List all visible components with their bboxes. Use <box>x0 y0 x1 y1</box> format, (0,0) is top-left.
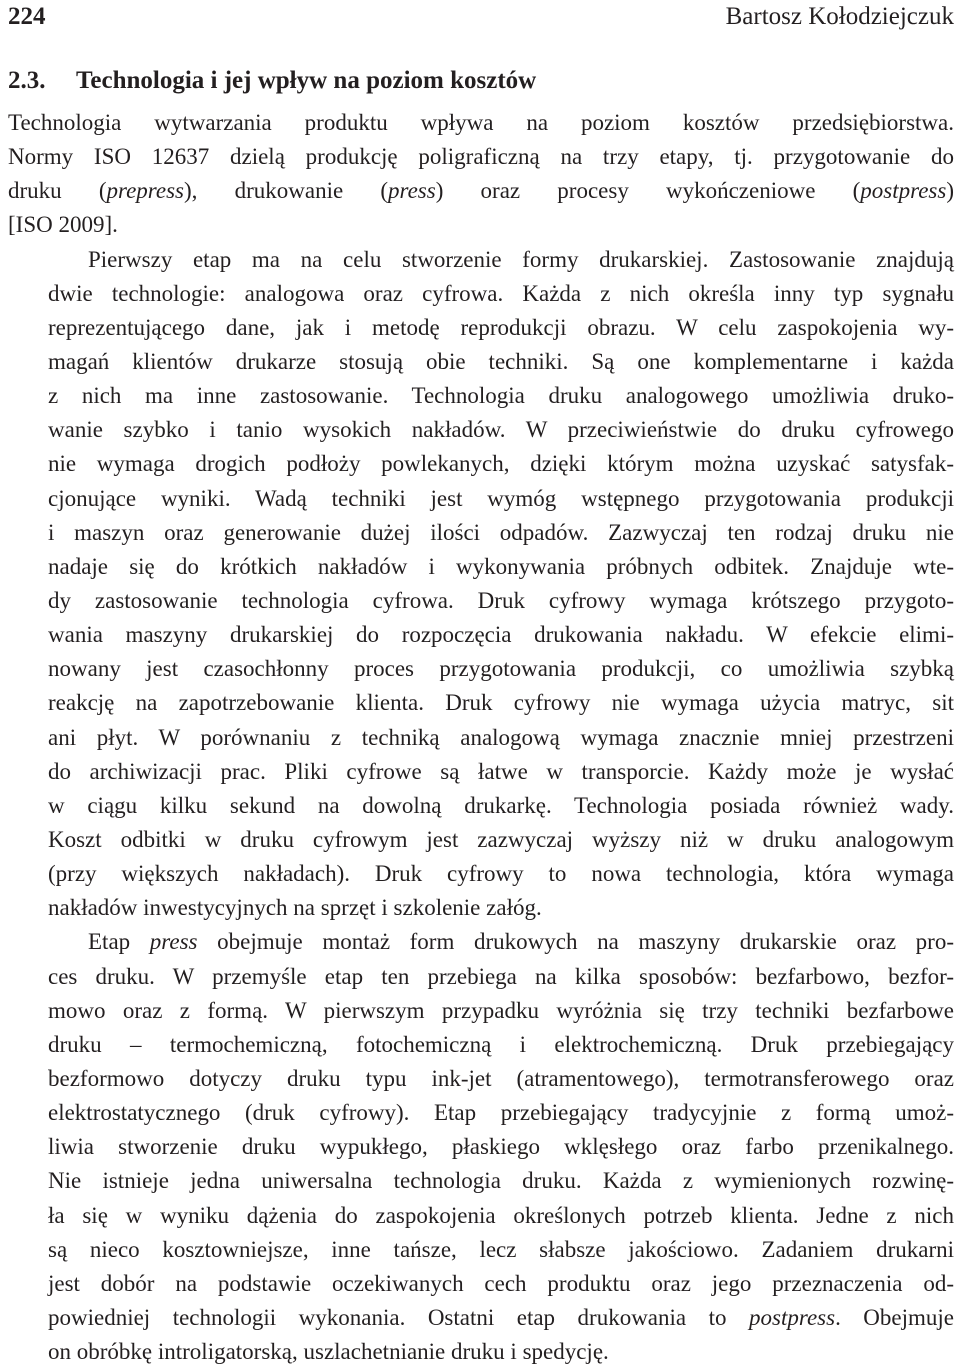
text-line: nadaje się do krótkich nakładów i wykonywania próbnych odbitek. Znajduje wte- <box>48 553 954 579</box>
text-line: mowo oraz z formą. W pierwszym przypadku wyróżnia się trzy techniki bezfarbowe <box>48 997 954 1023</box>
body-text <box>8 106 954 1369</box>
running-header-author: Bartosz Kołodziejczuk <box>725 3 954 30</box>
document-page <box>8 0 954 1369</box>
text-line: do archiwizacji prac. Pliki cyfrowe są łatwe w transporcie. Każdy może je wysłać <box>48 758 954 784</box>
text-line: Koszt odbitki w druku cyfrowym jest zazwyczaj wyższy niż w druku analogowym <box>48 826 954 852</box>
text-line: on obróbkę introligatorską, uszlachetnianie druku i spedycję. <box>48 1339 609 1365</box>
text-line: [ISO 2009]. <box>8 212 118 238</box>
text-line: są nieco kosztowniejsze, inne tańsze, lecz słabsze jakościowo. Zadaniem drukarni <box>48 1236 954 1262</box>
text-line: elektrostatycznego (druk cyfrowy). Etap przebiegający tradycyjnie z formą umoż- <box>48 1100 954 1126</box>
page-number: 224 <box>8 3 46 30</box>
text-line: nowany jest czasochłonny proces przygotowania produkcji, co umożliwia szybką <box>48 656 954 682</box>
text-line: druku (prepress), drukowanie (press) oraz procesy wykończeniowe (postpress) <box>8 178 954 204</box>
text-line: bezformowo dotyczy druku typu ink-jet (atramentowego), termotransferowego oraz <box>48 1065 954 1091</box>
section-heading <box>8 64 954 98</box>
text-line: ła się w wyniku dążenia do zaspokojenia określonych potrzeb klienta. Jedne z nich <box>48 1202 954 1228</box>
text-line: (przy większych nakładach). Druk cyfrowy to nowa technologia, która wymaga <box>48 861 954 887</box>
text-line: ani płyt. W porównaniu z techniką analogową wymaga znacznie mniej przestrzeni <box>48 724 954 750</box>
text-line: dwie technologie: analogowa oraz cyfrowa. Każda z nich określa inny typ sygnału <box>48 280 954 306</box>
running-header <box>8 0 954 38</box>
section-number: 2.3. <box>8 67 46 94</box>
text-line: druku – termochemiczną, fotochemiczną i elektrochemiczną. Druk przebiegający <box>48 1031 954 1057</box>
text-line: Technologia wytwarzania produktu wpływa na poziom kosztów przedsiębiorstwa. <box>8 110 954 135</box>
text-line: Nie istnieje jedna uniwersalna technologia druku. Każda z wymienionych rozwinę- <box>48 1168 954 1194</box>
text-line: jest dobór na podstawie oczekiwanych cech produktu oraz jego przeznaczenia od- <box>48 1270 954 1296</box>
text-line: powiedniej technologii wykonania. Ostatni etap drukowania to postpress. Obejmuje <box>48 1304 954 1330</box>
text-line: w ciągu kilku sekund na dowolną drukarkę. Technologia posiada również wady. <box>48 792 954 818</box>
text-line: wania maszyny drukarskiej do rozpoczęcia drukowania nakładu. W efekcie elimi- <box>48 622 954 648</box>
text-line: z nich ma inne zastosowanie. Technologia druku analogowego umożliwia druko- <box>48 383 954 409</box>
text-line: cjonujące wyniki. Wadą techniki jest wymóg wstępnego przygotowania produkcji <box>48 485 954 511</box>
text-line: Normy ISO 12637 dzielą produkcję poligraficzną na trzy etapy, tj. przygotowanie do <box>8 144 954 170</box>
text-line: nakładów inwestycyjnych na sprzęt i szkolenie załóg. <box>48 895 542 921</box>
text-line: i maszyn oraz generowanie dużej ilości odpadów. Zazwyczaj ten rodzaj druku nie <box>48 519 954 545</box>
text-line: nie wymaga drogich podłoży powlekanych, dzięki którym można uzyskać satysfak- <box>48 451 954 477</box>
paragraph <box>8 925 954 1369</box>
paragraph <box>8 106 954 243</box>
text-line: ces druku. W przemyśle etap ten przebiega na kilka sposobów: bezfarbowo, bezfor- <box>48 963 954 989</box>
text-line: liwia stworzenie druku wypukłego, płaskiego wklęsłego oraz farbo przenikalnego. <box>48 1134 954 1160</box>
paragraph <box>8 243 954 926</box>
text-line: dy zastosowanie technologia cyfrowa. Druk cyfrowy wymaga krótszego przygoto- <box>48 587 954 613</box>
text-line: magań klientów drukarze stosują obie techniki. Są one komplementarne i każda <box>48 348 954 374</box>
text-line: wanie szybko i tanio wysokich nakładów. W przeciwieństwie do druku cyfrowego <box>48 417 954 443</box>
text-line: Etap press obejmuje montaż form drukowych na maszyny drukarskie oraz pro- <box>88 929 954 955</box>
text-line: Pierwszy etap ma na celu stworzenie formy drukarskiej. Zastosowanie znajdują <box>88 246 954 272</box>
text-line: reprezentującego dane, jak i metodę reprodukcji obrazu. W celu zaspokojenia wy- <box>48 314 954 340</box>
section-title: Technologia i jej wpływ na poziom kosztów <box>76 67 537 94</box>
text-line: reakcję na zapotrzebowanie klienta. Druk cyfrowy nie wymaga użycia matryc, sit <box>48 690 954 716</box>
